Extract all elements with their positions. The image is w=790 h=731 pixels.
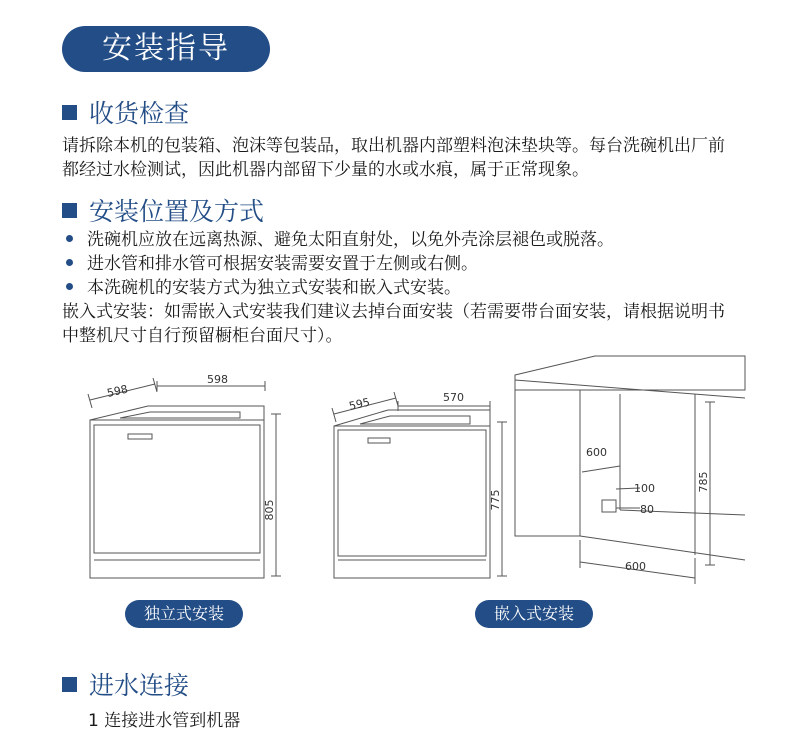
dot-bullet-icon [66, 235, 73, 242]
caption-built-in: 嵌入式安装 [475, 600, 593, 628]
section-heading-water: 进水连接 [62, 666, 189, 702]
bullet-item: 进水管和排水管可根据安装需要安置于左侧或右侧。 [62, 253, 478, 275]
dim-cabinet-height: 785 [697, 471, 710, 493]
dim-built-in-width: 570 [443, 391, 464, 404]
dim-standalone-depth: 598 [105, 382, 130, 400]
caption-standalone: 独立式安装 [125, 600, 243, 628]
cabinet-drawing [515, 356, 745, 584]
bullet-item: 本洗碗机的安装方式为独立式安装和嵌入式安装。 [62, 277, 461, 299]
dim-cabinet-top-width: 600 [586, 446, 607, 459]
built-in-note: 嵌入式安装：如需嵌入式安装我们建议去掉台面安装（若需要带台面安装，请根据说明书中整机尺寸自行预留橱柜台面尺寸）。 [62, 302, 725, 346]
dot-bullet-icon [66, 283, 73, 290]
square-bullet-icon [62, 105, 77, 120]
dim-cabinet-notch-width: 80 [640, 503, 654, 516]
section-heading-position: 安装位置及方式 [62, 192, 264, 228]
water-step-item: 1 连接进水管到机器 [88, 711, 241, 731]
square-bullet-icon [62, 677, 77, 692]
built-in-dishwasher-drawing [332, 392, 507, 578]
dim-built-in-depth: 595 [347, 395, 372, 413]
installation-diagrams [0, 350, 790, 590]
dim-cabinet-notch-height: 100 [634, 482, 655, 495]
section-heading-receive: 收货检查 [62, 94, 189, 130]
dim-standalone-height: 805 [263, 499, 276, 521]
dim-standalone-width: 598 [207, 373, 228, 386]
dim-built-in-height: 775 [489, 489, 502, 511]
bullet-item: 洗碗机应放在远离热源、避免太阳直射处，以免外壳涂层褪色或脱落。 [62, 229, 614, 251]
receive-paragraph: 请拆除本机的包装箱、泡沫等包装品，取出机器内部塑料泡沫垫块等。每台洗碗机出厂前都经过水检测试，因此机器内部留下少量的水或水痕，属于正常现象。 [62, 136, 725, 180]
dim-cabinet-bottom-width: 600 [625, 560, 646, 573]
square-bullet-icon [62, 203, 77, 218]
standalone-dishwasher-drawing [88, 378, 281, 578]
dot-bullet-icon [66, 259, 73, 266]
page-title: 安装指导 [62, 26, 270, 72]
